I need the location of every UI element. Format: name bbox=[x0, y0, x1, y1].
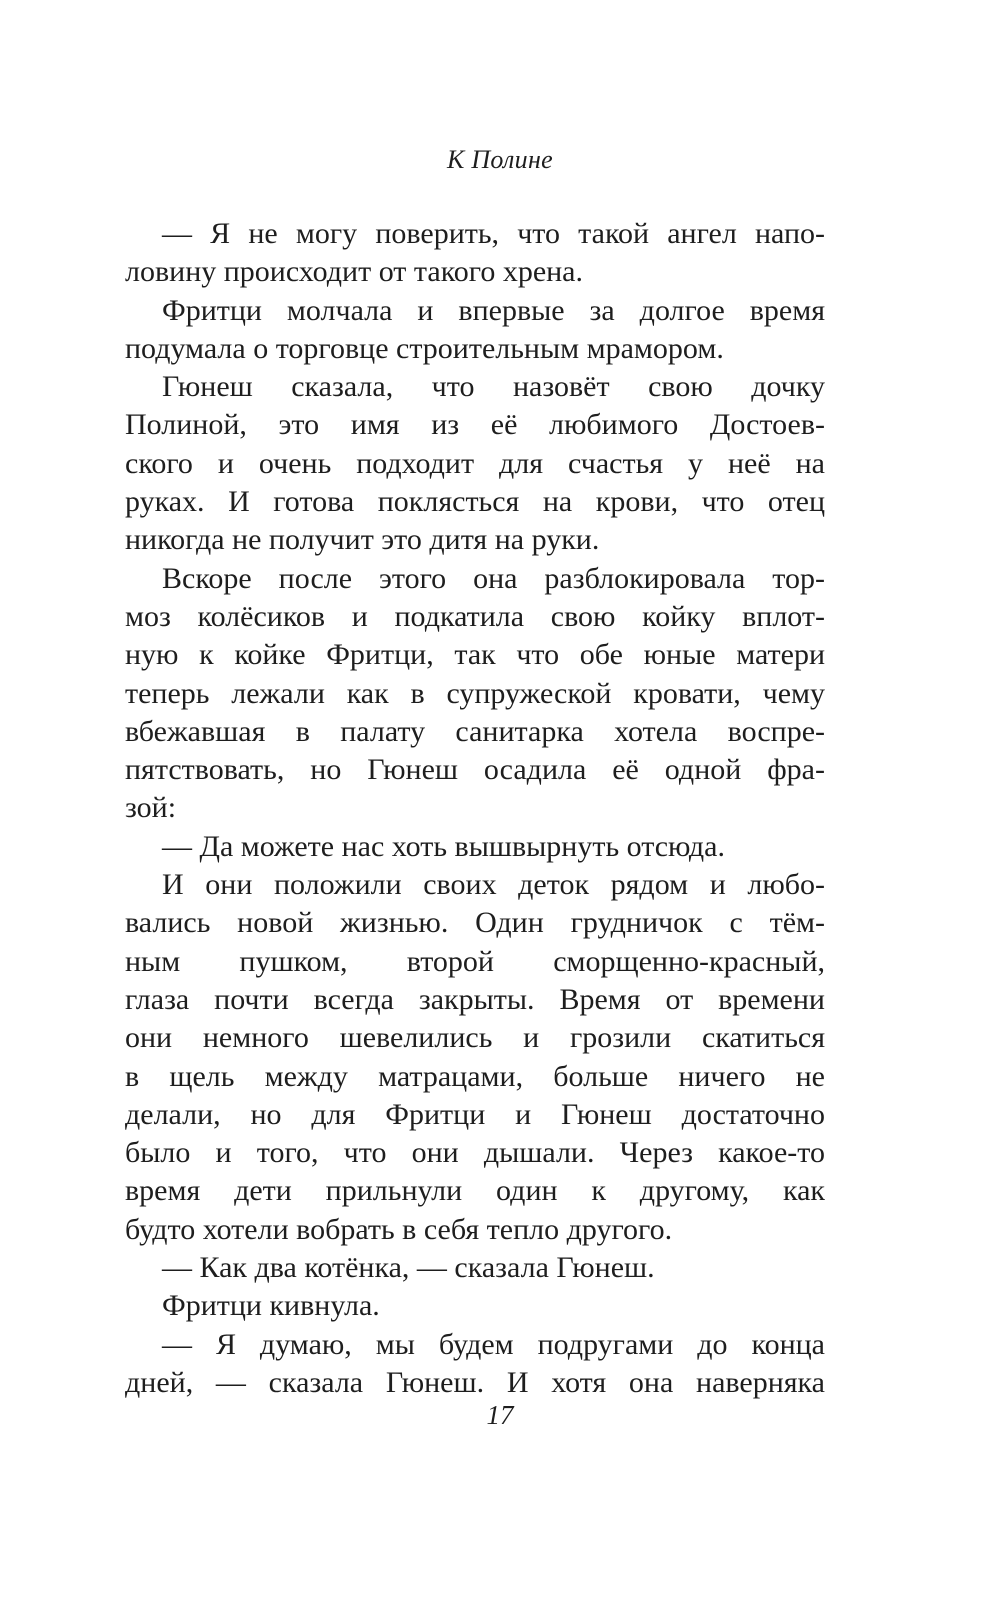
text-line: ную к койке Фритци, так что обе юные матери bbox=[125, 638, 825, 672]
text-line: — Да можете нас хоть вышвырнуть отсюда. bbox=[162, 829, 725, 863]
body-text bbox=[125, 215, 825, 1402]
text-line: делали, но для Фритци и Гюнеш достаточно bbox=[125, 1097, 825, 1131]
text-line: Гюнеш сказала, что назовёт свою дочку bbox=[162, 370, 825, 404]
page-number: 17 bbox=[486, 1400, 514, 1430]
text-line: — Как два котёнка, — сказала Гюнеш. bbox=[162, 1251, 655, 1285]
text-line: глаза почти всегда закрыты. Время от времени bbox=[125, 982, 825, 1016]
text-line: будто хотели вобрать в себя тепло другого. bbox=[125, 1212, 673, 1246]
text-line: подумала о торговце строительным мрамором. bbox=[125, 331, 724, 365]
text-line: было и того, что они дышали. Через какое-то bbox=[125, 1136, 825, 1170]
text-line: никогда не получит это дитя на руки. bbox=[125, 523, 600, 557]
text-line: они немного шевелились и грозили скатиться bbox=[125, 1021, 825, 1055]
text-line: Вскоре после этого она разблокировала тор- bbox=[162, 561, 825, 595]
text-line: Фритци кивнула. bbox=[162, 1289, 380, 1323]
text-line: вались новой жизнью. Один грудничок с тём- bbox=[125, 906, 825, 940]
text-line: пятствовать, но Гюнеш осадила её одной фра- bbox=[125, 753, 825, 787]
text-line: — Я не могу поверить, что такой ангел напо- bbox=[162, 217, 825, 250]
text-line: время дети прильнули один к другому, как bbox=[125, 1174, 825, 1208]
text-line: дней, — сказала Гюнеш. И хотя она наверняка bbox=[125, 1365, 825, 1399]
text-line: зой: bbox=[125, 791, 177, 825]
text-line: ловину происходит от такого хрена. bbox=[125, 255, 583, 289]
text-line: в щель между матрацами, больше ничего не bbox=[125, 1059, 825, 1093]
text-line: Полиной, это имя из её любимого Достоев- bbox=[125, 408, 825, 442]
text-line: вбежавшая в палату санитарка хотела воспре- bbox=[125, 714, 825, 748]
text-line: ского и очень подходит для счастья у неё на bbox=[125, 446, 825, 480]
text-line: Фритци молчала и впервые за долгое время bbox=[162, 293, 825, 327]
text-line: моз колёсиков и подкатила свою койку вплот- bbox=[125, 599, 825, 633]
running-head: К Полине bbox=[446, 145, 554, 174]
text-line: руках. И готова поклясться на крови, что отец bbox=[125, 485, 825, 519]
text-line: И они положили своих деток рядом и любо- bbox=[162, 868, 825, 902]
text-line: — Я думаю, мы будем подругами до конца bbox=[162, 1327, 825, 1361]
text-line: теперь лежали как в супружеской кровати, чему bbox=[125, 676, 825, 710]
text-line: ным пушком, второй сморщенно-красный, bbox=[125, 944, 825, 978]
